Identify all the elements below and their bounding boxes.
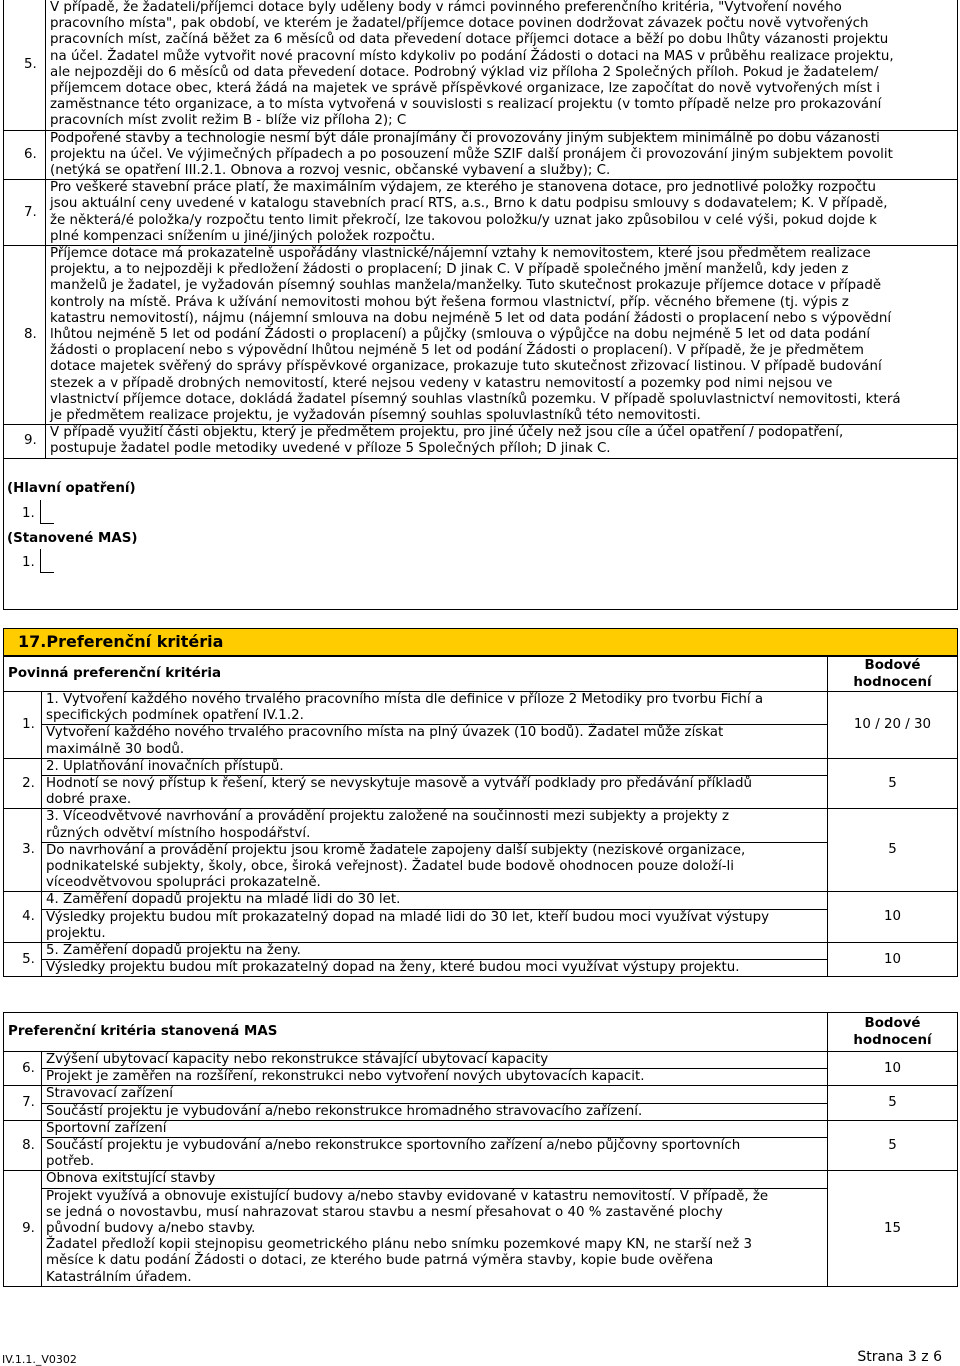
- criterion-desc-line: dobré praxe.: [46, 792, 132, 808]
- criterion-description: [42, 1103, 828, 1120]
- hlavni-opatreni-box: [40, 500, 54, 524]
- criterion-title-row: [4, 1086, 958, 1103]
- condition-line: jsou aktuální ceny uvedené v katalogu stavebních prací RTS, a.s., Brno k datu podpisu smlouvy s dodavatelem; K. V případě,: [50, 196, 888, 212]
- condition-line: V případě využití části objektu, který je předmětem projektu, pro jiné účely než jsou cíle a účel opatření / podopatření,: [50, 425, 844, 441]
- condition-row: [4, 425, 958, 458]
- condition-line: katastru nemovitostí), nájmu (nájemní smlouva na dobu nejméně 5 let od data podání žádosti o proplacení nebo s výpovědní: [50, 310, 892, 326]
- condition-line: V případě, že žadateli/příjemci dotace byly uděleny body v rámci povinného preferenčního kritéria, "Vytvoření nového: [50, 0, 842, 15]
- page-number: Strana 3 z 6: [857, 1349, 942, 1365]
- stanovene-mas-label: (Stanovené MAS): [7, 531, 138, 546]
- condition-line: projektu, a to nejpozději k předložení žádosti o proplacení; D jinak C. V případě společného jmění manželů, kdy jeden z: [50, 262, 849, 278]
- condition-text: [46, 0, 958, 130]
- criterion-title-row: [4, 692, 958, 725]
- criterion-number: 4.: [4, 892, 42, 943]
- criterion-desc-row: [4, 1138, 958, 1171]
- criterion-desc-row: [4, 776, 958, 809]
- hlavni-opatreni-num: 1.: [22, 506, 35, 521]
- criterion-desc-line: potřeb.: [46, 1154, 95, 1170]
- criterion-desc-line: víceodvětvovou spolupráci prokazatelně.: [46, 875, 321, 891]
- condition-line: stezek a v případě drobných nemovitostí, které nejsou vedeny v katastru nemovitostí a pozemky pod nimi nejsou ve: [50, 375, 833, 391]
- condition-line: žádosti o proplacení nebo s výpovědní lhůtou nejméně 5 let od podání Žádosti o proplacení). V případě, že je předmětem: [50, 343, 864, 359]
- criterion-desc-row: [4, 1188, 958, 1286]
- condition-line: na účel. Žadatel může vytvořit nové pracovní místo kdykoliv po podání Žádosti o dotaci na MAS v průběhu realizace projektu,: [50, 48, 894, 64]
- criterion-desc-line: měsíce k datu podání Žádosti o dotaci, ze kterého bude patrná výměra stavby, kopie bude ověřena: [46, 1253, 714, 1269]
- condition-line: dotace majetek svěřený do správy příspěvkové organizace, prokazuje tuto skutečnost zřizovací listinou. V případě budování: [50, 359, 882, 375]
- povinna-kriteria-table: [3, 656, 958, 977]
- criterion-points: 15: [828, 1171, 958, 1286]
- criterion-number: 1.: [4, 692, 42, 759]
- condition-line: Pro veškeré stavební práce platí, že maximálním výdajem, ze kterého je stanovena dotace, pro jednotlivé položky rozpočtu: [50, 180, 876, 196]
- mas-title: Preferenční kritéria stanovená MAS: [4, 1013, 828, 1052]
- condition-text: [46, 130, 958, 180]
- condition-line: kontroly na místě. Práva k užívání nemovitosti mohou být řešena formou vlastnictví, příp. věcného břemene (tj. výpis z: [50, 294, 849, 310]
- criterion-title-line: Sportovní zařízení: [46, 1120, 167, 1136]
- criterion-number: 5.: [4, 943, 42, 977]
- stanovene-mas-num: 1.: [22, 555, 35, 570]
- condition-number: 8.: [4, 246, 46, 425]
- preferencni-kriteria-heading: 17.Preferenční kritéria: [3, 628, 958, 656]
- criterion-points: 5: [828, 1120, 958, 1171]
- criterion-desc-line: Hodnotí se nový přístup k řešení, který se nevyskytuje masově a vytváří podklady pro předávání příkladů: [46, 776, 752, 792]
- criterion-desc-line: Žadatel předloží kopii stejnopisu geometrického plánu nebo snímku pozemkové mapy KN, ne starší než 3: [46, 1237, 753, 1253]
- condition-line: pracovních míst zvolit režim B - blíže viz příloha 2); C: [50, 113, 407, 129]
- criterion-title: [42, 943, 828, 960]
- points-header-line-1: Bodové: [864, 1016, 921, 1031]
- criterion-title: [42, 1120, 828, 1137]
- criterion-number: 9.: [4, 1171, 42, 1286]
- condition-line: projektu na účel. Ve výjimečných případech a po posouzení může SZIF další pronájem či provozování jiným subjektem povolit: [50, 146, 893, 162]
- criterion-title-row: [4, 809, 958, 842]
- criterion-title: [42, 1171, 828, 1188]
- condition-line: pracovních míst, začíná běžet za 6 měsíců od data převedení dotace příjemci dotace a běží po dobu lhůty vázanosti projektu: [50, 32, 889, 48]
- criterion-title-row: [4, 943, 958, 960]
- condition-number: 5.: [4, 0, 46, 130]
- condition-line: manželů je žadatel, je vyžadován písemný souhlas manžela/manželky. Tuto skutečnost prokazuje příjemce dotace v případě: [50, 278, 882, 294]
- criterion-desc-line: Výsledky projektu budou mít prokazatelný dopad na ženy, které budou moci využívat výstupy projektu.: [46, 960, 740, 976]
- points-header-line-2: hodnocení: [853, 1033, 932, 1048]
- document-code: IV.1.1._V0302: [2, 1353, 77, 1366]
- criterion-desc-row: [4, 1069, 958, 1086]
- criterion-title: [42, 1052, 828, 1069]
- criterion-number: 3.: [4, 809, 42, 892]
- points-header-line-2: hodnocení: [853, 675, 932, 690]
- criterion-desc-row: [4, 725, 958, 758]
- criterion-desc-line: Katastrálním úřadem.: [46, 1269, 192, 1285]
- conditions-table: [3, 0, 958, 459]
- condition-text: [46, 246, 958, 425]
- condition-number: 9.: [4, 425, 46, 458]
- criterion-title: [42, 758, 828, 775]
- criterion-title-line: 5. Zaměření dopadů projektu na ženy.: [46, 943, 301, 959]
- criterion-desc-line: Součástí projektu je vybudování a/nebo rekonstrukce sportovního zařízení a/nebo půjčovny sportovních: [46, 1138, 741, 1154]
- criterion-title-line: 3. Víceodvětvové navrhování a provádění projektu založené na součinnosti mezi subjekty a projekty z: [46, 809, 730, 825]
- povinna-title: Povinná preferenční kritéria: [4, 657, 828, 692]
- condition-line: vlastnictví příjemce dotace, dokládá žadatel písemný souhlas vlastníků pozemku. V případě spoluvlastnictví nemovitosti, která: [50, 391, 901, 407]
- criterion-points: 5: [828, 758, 958, 809]
- condition-line: zaměstnance této organizace, a to místa vytvořená v souvislosti s realizací projektu (v tomto případě nelze pro prokazování: [50, 97, 882, 113]
- points-header-line-1: Bodové: [864, 658, 921, 673]
- condition-line: (netýká se opatření III.2.1. Obnova a rozvoj vesnic, občanské vybavení a služby); C.: [50, 163, 611, 179]
- criterion-title-line: specifických podmínek opatření IV.1.2.: [46, 708, 304, 724]
- condition-number: 6.: [4, 130, 46, 180]
- mas-kriteria-table: [3, 1012, 958, 1287]
- condition-row: [4, 0, 958, 130]
- criterion-description: [42, 725, 828, 758]
- criterion-desc-line: původní budovy a/nebo stavby.: [46, 1221, 256, 1237]
- criterion-number: 8.: [4, 1120, 42, 1171]
- criterion-desc-row: [4, 909, 958, 942]
- criterion-title: [42, 809, 828, 842]
- condition-text: [46, 425, 958, 458]
- criterion-number: 7.: [4, 1086, 42, 1120]
- condition-row: [4, 246, 958, 425]
- condition-line: Příjemce dotace má prokazatelně uspořádány vlastnické/nájemní vztahy k nemovitostem, které jsou předmětem realizace: [50, 246, 871, 262]
- criterion-title-line: Obnova exitstující stavby: [46, 1171, 216, 1187]
- criterion-desc-line: projektu.: [46, 925, 106, 941]
- condition-line: ale nejpozději do 6 měsíců od data převedení dotace. Podrobný výklad viz příloha 2 Společných příloh. Pokud je žadatelem/: [50, 64, 879, 80]
- criterion-desc-line: Vytvoření každého nového trvalého pracovního místa na plný úvazek (10 bodů). Žadatel může získat: [46, 725, 724, 741]
- stanovene-mas-box: [40, 549, 54, 573]
- criterion-title-line: Zvýšení ubytovací kapacity nebo rekonstrukce stávající ubytovací kapacity: [46, 1052, 549, 1067]
- condition-row: [4, 180, 958, 246]
- criterion-description: [42, 776, 828, 809]
- mas-points-header: [828, 1013, 958, 1052]
- criterion-desc-line: podnikatelské subjekty, školy, obce, široká veřejnost). Žadatel bude bodově ohodnocen pouze doloží-li: [46, 859, 734, 875]
- criterion-title-line: různých odvětví místního hospodářství.: [46, 825, 311, 841]
- condition-text: [46, 180, 958, 246]
- condition-line: je předmětem realizace projektu, je vyžadován písemný souhlas spoluvlastníků této nemovitosti.: [50, 408, 701, 424]
- condition-line: příjemcem dotace obec, která žádá na majetek ve správě příspěvkové organizace, lze započítat do nově vytvořených míst i: [50, 81, 880, 97]
- criterion-title-line: 2. Uplatňování inovačních přístupů.: [46, 758, 284, 774]
- criterion-desc-line: se jedná o novostavbu, musí nahrazovat starou stavbu a nesmí přesahovat o 40 % zastavěné plochy: [46, 1204, 723, 1220]
- criterion-points: 10: [828, 1052, 958, 1086]
- condition-line: lhůtou nejméně 5 let od podání Žádosti o proplacení) a půjčky (smlouva o výpůjčce na dobu nejméně 5 let od data podání: [50, 327, 871, 343]
- criterion-description: [42, 842, 828, 892]
- criterion-title: [42, 1086, 828, 1103]
- criterion-points: 10 / 20 / 30: [828, 692, 958, 759]
- condition-line: pracovního místa", pak období, ve kterém je žadatel/příjemce dotace povinen dodržovat závazek počtu nově vytvořených: [50, 16, 869, 32]
- criterion-points: 10: [828, 892, 958, 943]
- condition-line: že některá/é položka/y rozpočtu tento limit překročí, lze takovou položku/y uznat jako způsobilou v celé výši, pokud dojde k: [50, 212, 877, 228]
- criterion-title-row: [4, 758, 958, 775]
- criterion-desc-line: Do navrhování a provádění projektu jsou kromě žadatele zapojeny další subjekty (neziskové organizace,: [46, 842, 746, 858]
- criterion-desc-row: [4, 842, 958, 892]
- criterion-title-line: Stravovací zařízení: [46, 1086, 173, 1102]
- hlavni-opatreni-label: (Hlavní opatření): [7, 481, 136, 496]
- criterion-description: [42, 909, 828, 942]
- criterion-title-row: [4, 1052, 958, 1069]
- criterion-title: [42, 692, 828, 725]
- criterion-description: [42, 1069, 828, 1086]
- criterion-title-row: [4, 892, 958, 909]
- criterion-desc-line: maximálně 30 bodů.: [46, 741, 185, 757]
- criterion-desc-line: Projekt je zaměřen na rozšíření, rekonstrukci nebo vytvoření nových ubytovacích kapacit.: [46, 1069, 645, 1085]
- condition-line: plné kompenzaci snížením u jiné/jiných položek rozpočtu.: [50, 228, 436, 244]
- criterion-desc-row: [4, 960, 958, 977]
- condition-number: 7.: [4, 180, 46, 246]
- criterion-desc-row: [4, 1103, 958, 1120]
- condition-line: Podpořené stavby a technologie nesmí být dále pronajímány či provozovány jiným subjektem minimálně po dobu vázanosti: [50, 130, 880, 146]
- criterion-number: 6.: [4, 1052, 42, 1086]
- criterion-number: 2.: [4, 758, 42, 809]
- criterion-description: [42, 1138, 828, 1171]
- condition-line: postupuje žadatel podle metodiky uvedené v příloze 5 Společných příloh; D jinak C.: [50, 441, 611, 457]
- criterion-description: [42, 1188, 828, 1286]
- criterion-title-row: [4, 1171, 958, 1188]
- criterion-title-row: [4, 1120, 958, 1137]
- criterion-points: 5: [828, 1086, 958, 1120]
- criterion-desc-line: Projekt využívá a obnovuje existující budovy a/nebo stavby evidované v katastru nemovitostí. V případě, že: [46, 1188, 769, 1204]
- criterion-title-line: 4. Zaměření dopadů projektu na mladé lidi do 30 let.: [46, 892, 401, 908]
- povinna-points-header: [828, 657, 958, 692]
- criterion-points: 5: [828, 809, 958, 892]
- condition-row: [4, 130, 958, 180]
- criterion-points: 10: [828, 943, 958, 977]
- criterion-desc-line: Součástí projektu je vybudování a/nebo rekonstrukce hromadného stravovacího zařízení.: [46, 1103, 643, 1119]
- criterion-title-line: 1. Vytvoření každého nového trvalého pracovního místa dle definice v příloze 2 Metodiky pro tvorbu Fichí a: [46, 692, 764, 707]
- criterion-desc-line: Výsledky projektu budou mít prokazatelný dopad na mladé lidi do 30 let, kteří budou moci využívat výstupy: [46, 909, 770, 925]
- criterion-description: [42, 960, 828, 977]
- criterion-title: [42, 892, 828, 909]
